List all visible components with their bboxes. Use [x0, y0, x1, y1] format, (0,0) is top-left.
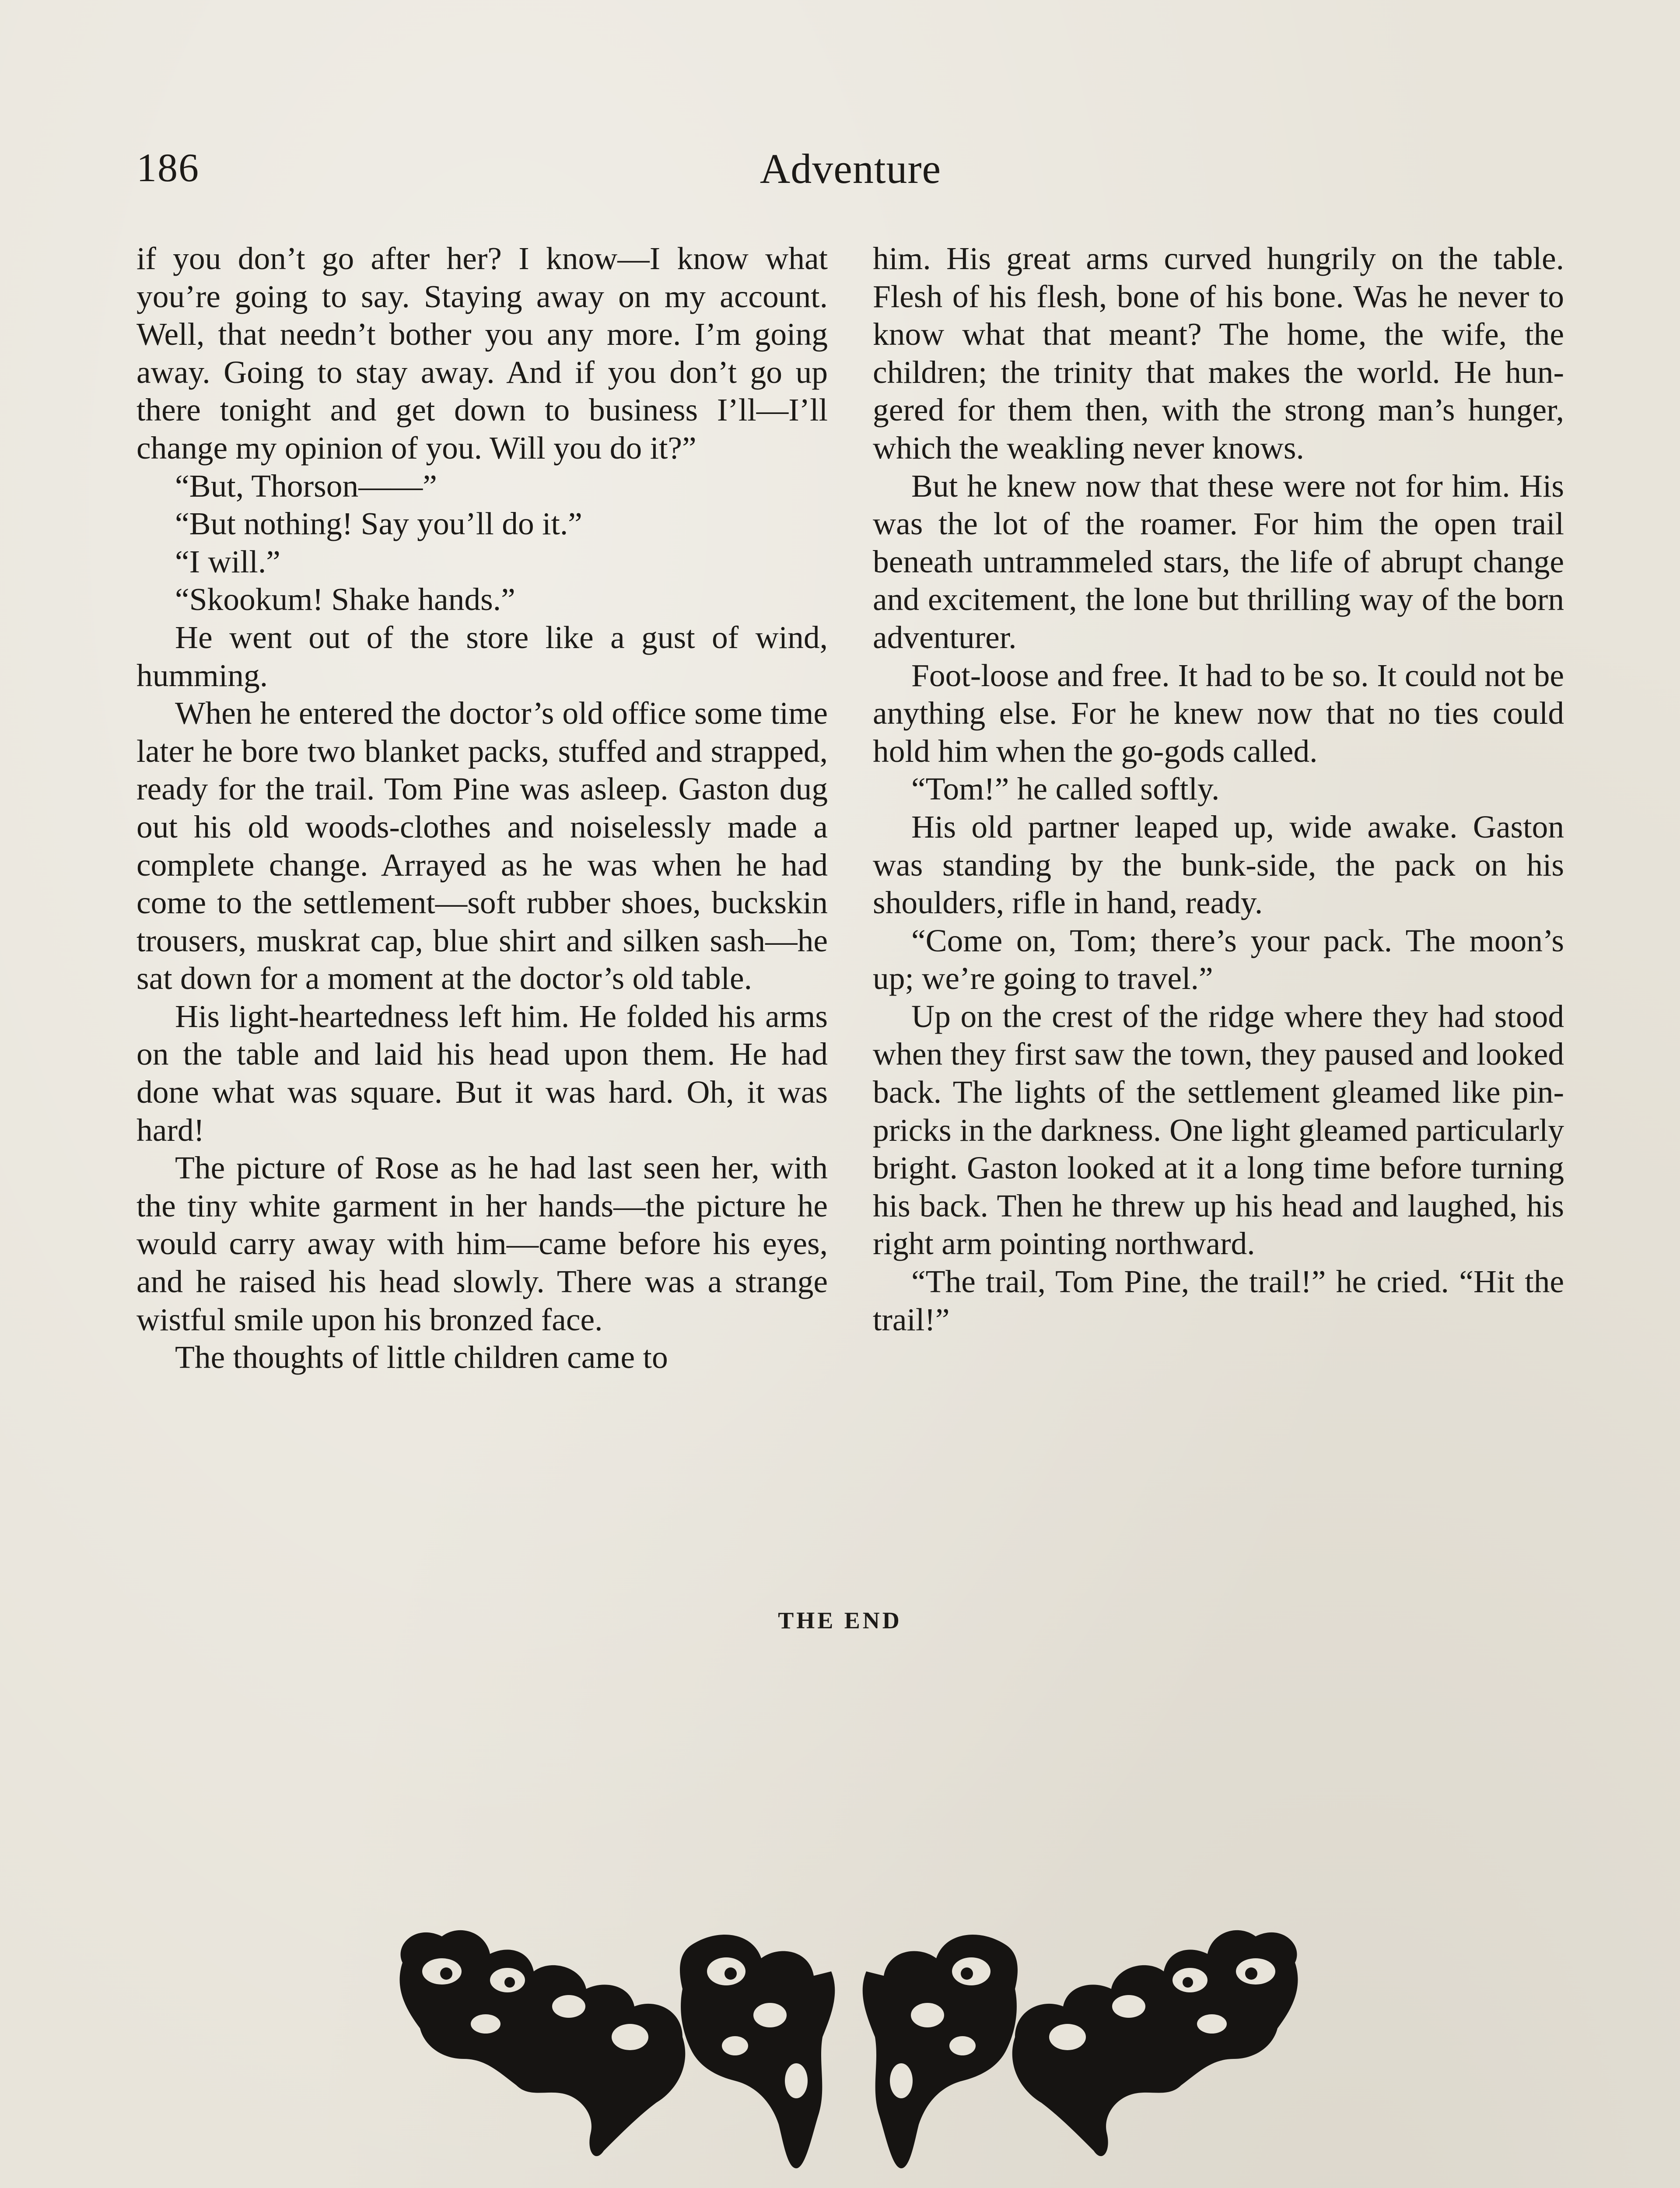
- running-head: Adventure: [760, 145, 942, 192]
- paragraph: him. His great arms curved hungrily on the table. Flesh of his flesh, bone of his bone. Was he never to know what that meant? The home, the wife, the children; the trinity that makes the world. He hungered for them then, with the strong man’s hunger, which the weakling never knows.: [873, 241, 1564, 466]
- paragraph: “Skookum! Shake hands.”: [175, 582, 515, 617]
- paragraph: His old partner leaped up, wide awake. Gaston was standing by the bunk-side, the pack on his shoulders, rifle in hand, ready.: [873, 809, 1564, 921]
- paragraph: if you don’t go after her? I know—I know what you’re going to say. Staying away on my account. Well, that needn’t bother you any more. I’m going away. Going to stay away. And if you don’t go up there tonight and get down to business I’ll—I’ll change my opinion of you. Will you do it?”: [136, 241, 828, 466]
- the-end-label: THE END: [778, 1607, 902, 1634]
- paragraph: He went out of the store like a gust of wind, humming.: [136, 619, 828, 693]
- paragraph: “But nothing! Say you’ll do it.”: [175, 506, 582, 542]
- page-number: 186: [136, 145, 200, 190]
- paragraph: The picture of Rose as he had last seen her, with the tiny white garment in her hands—the picture he would carry away with him—came before his eyes, and he raised his head slowly. There was a strange wistful smile upon his bronzed face.: [136, 1150, 828, 1337]
- right-column: [873, 240, 1564, 1339]
- paragraph: “The trail, Tom Pine, the trail!” he cried. “Hit the trail!”: [873, 1264, 1564, 1337]
- paragraph: But he knew now that these were not for him. His was the lot of the roamer. For him the open trail beneath untrammeled stars, the life of abrupt change and excitement, the lone but thrilling way of the born adventurer.: [873, 468, 1564, 655]
- tailpiece-ornament: [376, 1906, 1321, 2177]
- left-column: [136, 240, 828, 1377]
- paragraph: “Come on, Tom; there’s your pack. The moon’s up; we’re going to travel.”: [873, 922, 1564, 996]
- paragraph: “Tom!” he called softly.: [911, 771, 1220, 807]
- paragraph: When he entered the doctor’s old office some time later he bore two blanket packs, stuffed and strapped, ready for the trail. Tom Pine was asleep. Gaston dug out his old woods-clothes and noiselessly made a complete change. Arrayed as he was when he had come to the settlement—soft rubber shoes, buckskin trousers, muskrat cap, blue shirt and silken sash—he sat down for a moment at the doctor’s old table.: [136, 695, 828, 996]
- paragraph: The thoughts of little children came to: [175, 1339, 668, 1375]
- paragraph: “I will.”: [175, 543, 280, 579]
- paragraph: Up on the crest of the ridge where they had stood when they first saw the town, they paused and looked back. The lights of the settlement gleamed like pin-pricks in the darkness. One light gleamed particularly bright. Gaston looked at it a long time before turning his back. Then he threw up his head and laughed, his right arm pointing northward.: [873, 998, 1564, 1262]
- page-header: [136, 144, 1564, 197]
- paragraph: His light-heartedness left him. He folded his arms on the table and laid his head upon them. He had done what was square. But it was hard. Oh, it was hard!: [136, 998, 828, 1148]
- paragraph: Foot-loose and free. It had to be so. It could not be anything else. For he knew now that no ties could hold him when the go-gods called.: [873, 657, 1564, 769]
- paragraph: “But, Thorson——”: [175, 468, 437, 504]
